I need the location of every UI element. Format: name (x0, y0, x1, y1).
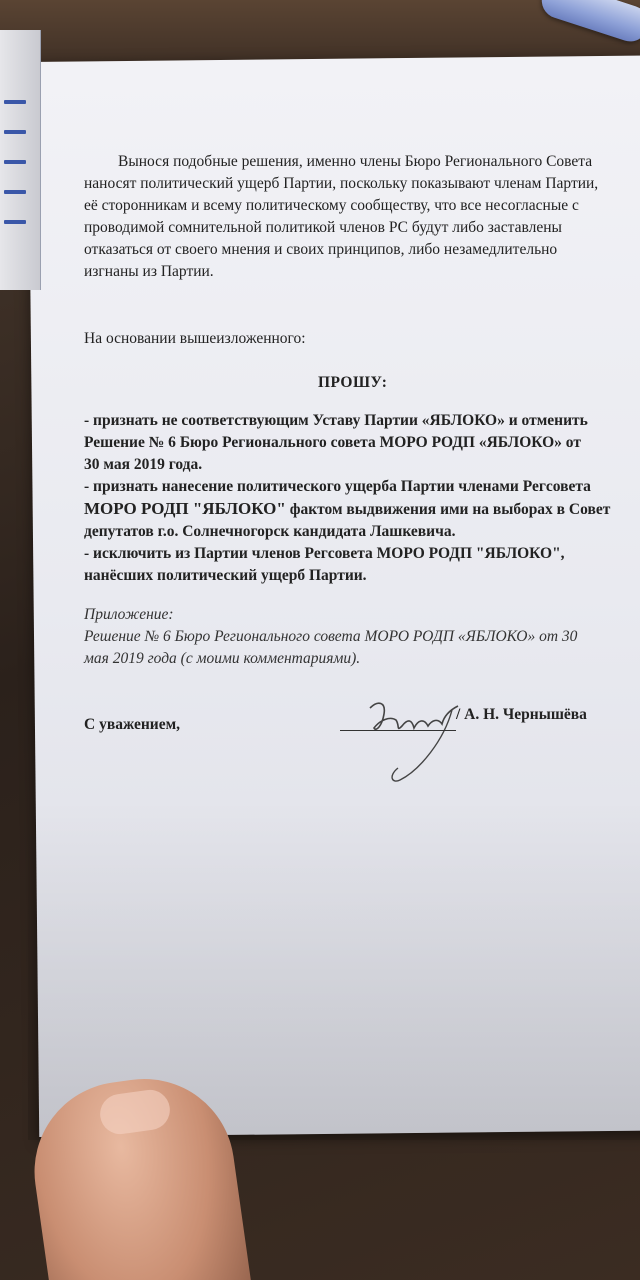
request-1-decision: Решение № 6 (84, 434, 176, 451)
binder-edge (0, 30, 41, 290)
request-3-line-2: нанёсших политический ущерб Партии. (84, 567, 367, 584)
binder-mark (4, 130, 26, 134)
binder-mark (4, 100, 26, 104)
request-3-line-1: - исключить из Партии членов Регсовета МОРО РОДП "ЯБЛОКО", (84, 545, 565, 562)
paragraph-line: её сторонникам и всему политическому сообществу, что все несогласные с (84, 197, 579, 214)
appendix-line: Решение № 6 Бюро Регионального совета МОРО РОДП «ЯБЛОКО» от 30 (84, 628, 578, 645)
appendix (84, 604, 624, 670)
request-2-line-1: - признать нанесение политического ущерба Партии членами Регсовета (84, 478, 591, 495)
request-1-body: Бюро Регионального совета МОРО РОДП «ЯБЛОКО» от (175, 434, 581, 451)
binder-mark (4, 220, 26, 224)
paragraph-line: наносят политический ущерб Партии, поскольку показывают членам Партии, (84, 175, 599, 192)
request-2-body: фактом выдвижения ими на выборах в Совет (285, 501, 611, 518)
signature-line (340, 730, 456, 731)
request-1-date: 30 мая 2019 года. (84, 456, 203, 473)
paragraph-line: отказаться от своего мнения и своих принципов, либо незамедлительно (84, 241, 558, 258)
request-heading: ПРОШУ: (318, 374, 388, 391)
request-2-org: МОРО РОДП "ЯБЛОКО" (84, 499, 286, 518)
handwritten-signature (340, 680, 490, 790)
appendix-label: Приложение: (84, 606, 174, 623)
paragraph-line: изгнаны из Партии. (84, 263, 214, 280)
signatory-name: / А. Н. Чернышёва (456, 706, 587, 723)
closing: С уважением, (84, 716, 181, 733)
binder-mark (4, 160, 26, 164)
body-paragraph (84, 151, 610, 283)
paragraph-line: проводимой сомнительной политикой членов РС будут либо заставлены (84, 219, 562, 236)
request-list (84, 410, 624, 587)
appendix-line: мая 2019 года (с моими комментариями). (84, 650, 361, 667)
binder-mark (4, 190, 26, 194)
request-1-line-1: - признать не соответствующим Уставу Партии «ЯБЛОКО» и отменить (84, 412, 588, 429)
paragraph-line: Вынося подобные решения, именно члены Бюро Регионального Совета (118, 153, 593, 170)
request-2-line-3: депутатов г.о. Солнечногорск кандидата Лашкевича. (84, 523, 456, 540)
basis-line: На основании вышеизложенного: (84, 330, 306, 347)
